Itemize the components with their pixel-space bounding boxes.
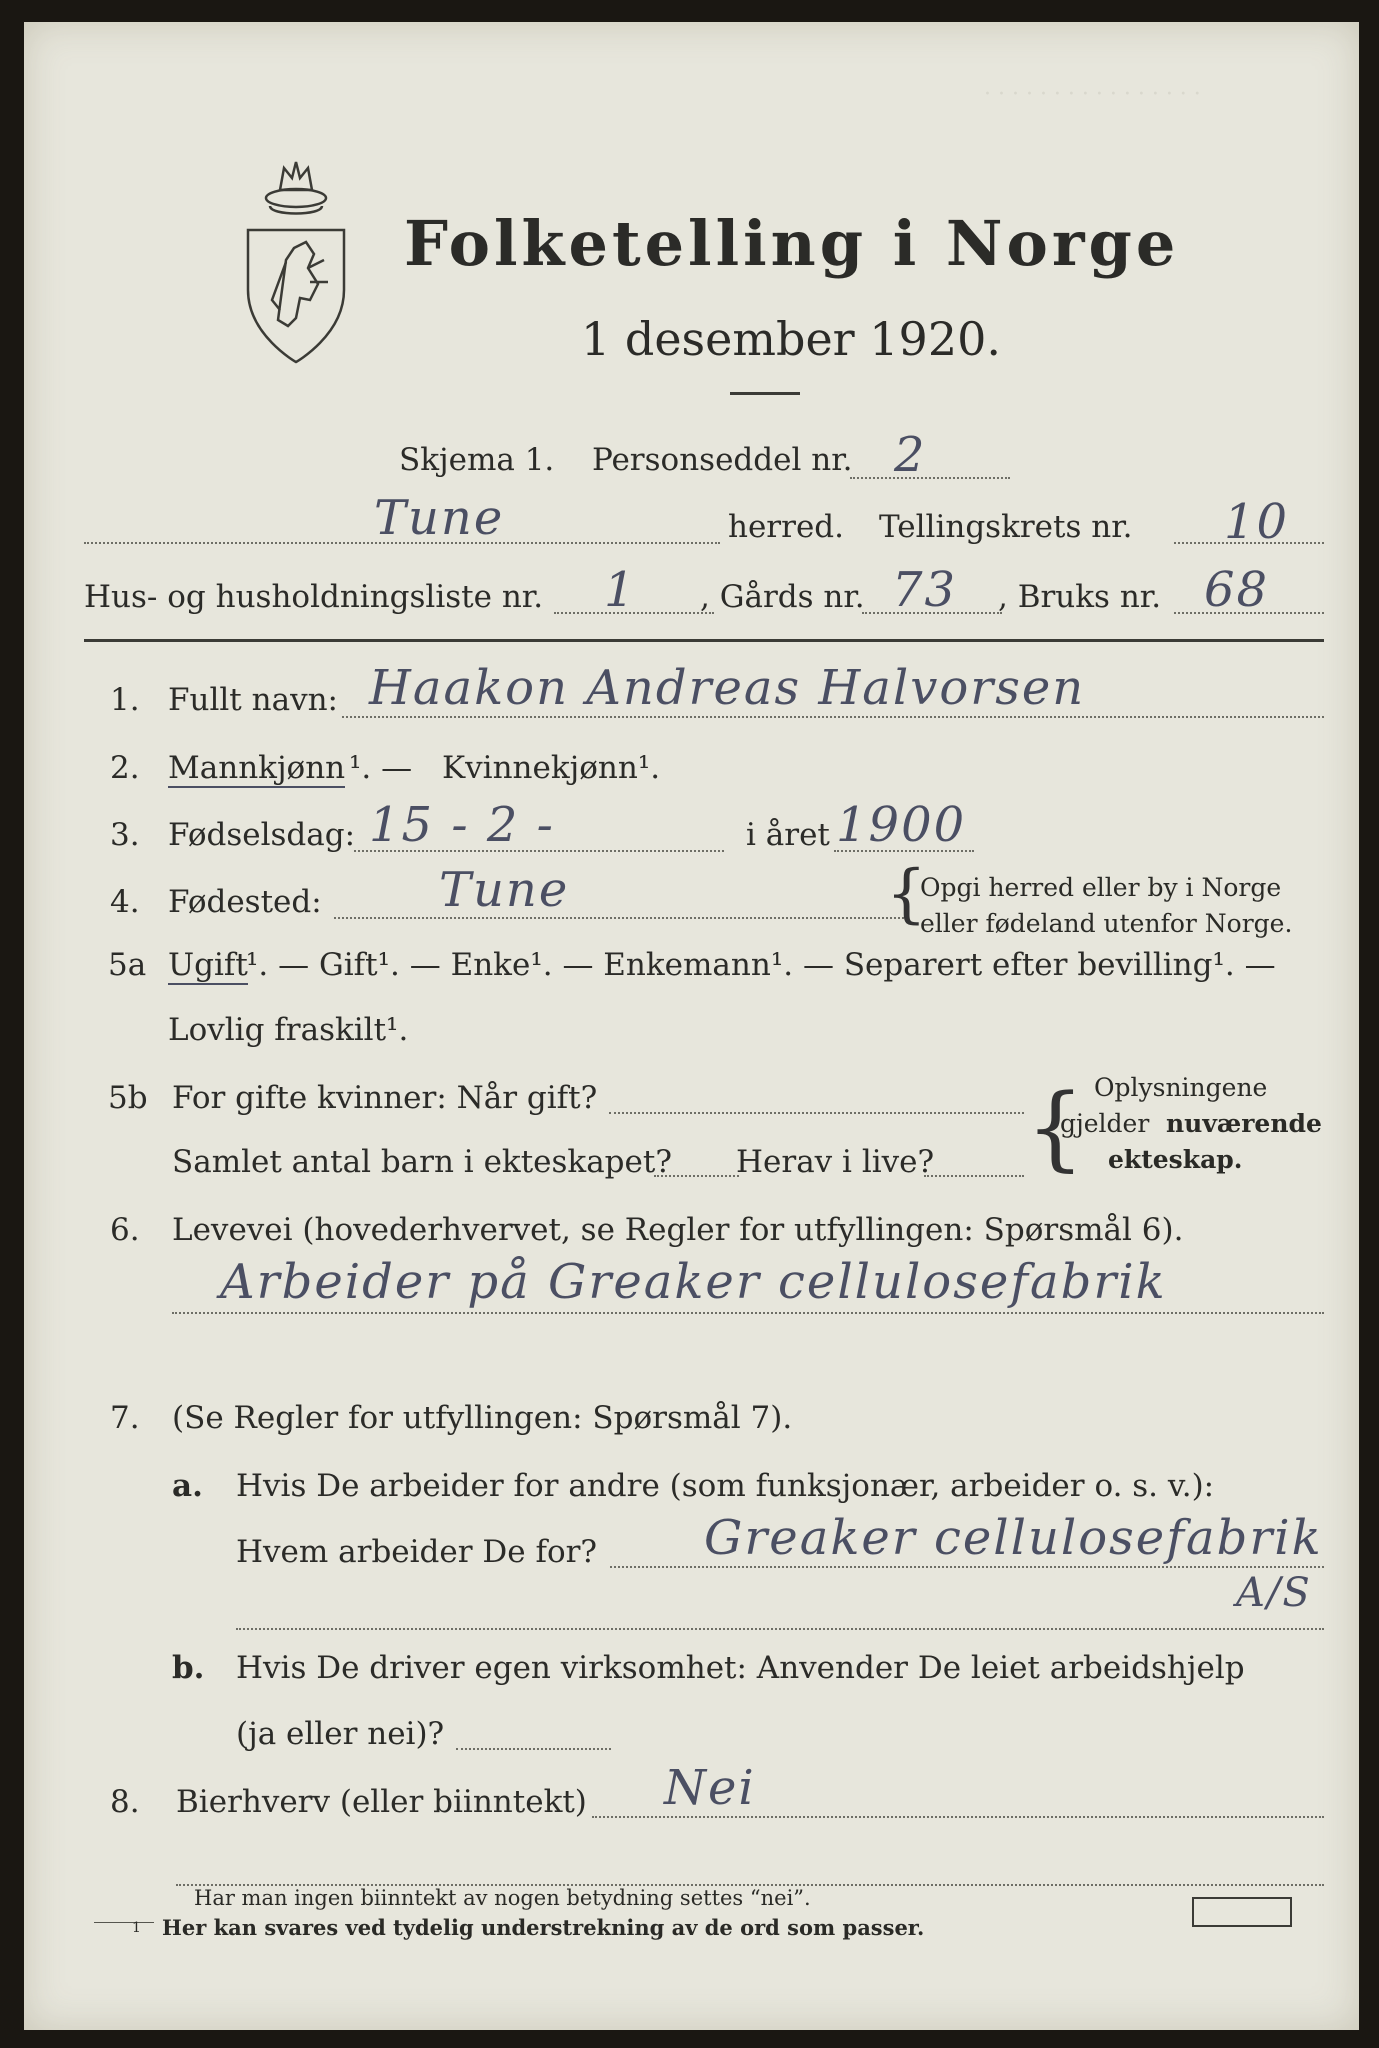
q1-number: 1. bbox=[110, 682, 140, 718]
q5b-children-label: Samlet antal barn i ekteskapet? bbox=[172, 1144, 672, 1180]
bruks-value: 68 bbox=[1204, 562, 1270, 618]
q7a-line1: Hvis De arbeider for andre (som funksjonær, arbeider o. s. v.): bbox=[236, 1468, 1215, 1504]
q6-line bbox=[172, 1312, 1324, 1314]
gards-value: 73 bbox=[892, 562, 958, 618]
q7-label: (Se Regler for utfyllingen: Spørsmål 7). bbox=[172, 1400, 793, 1436]
hus-label: Hus- og husholdningsliste nr. bbox=[84, 579, 544, 615]
herred-value: Tune bbox=[374, 490, 505, 546]
q7a-employer-line bbox=[610, 1566, 1324, 1568]
q7a-employer-value-suffix: A/S bbox=[1236, 1570, 1312, 1616]
personseddel-value: 2 bbox=[894, 427, 927, 483]
bruks-label: , Bruks nr. bbox=[998, 579, 1162, 615]
footnote-text: Her kan svares ved tydelig understrekning av de ord som passer. bbox=[162, 1915, 925, 1940]
q6-label: Levevei (hovederhvervet, se Regler for utfyllingen: Spørsmål 6). bbox=[172, 1212, 1184, 1248]
skjema-label: Skjema 1. bbox=[399, 442, 555, 478]
q8-line bbox=[592, 1816, 1324, 1818]
q4-line bbox=[334, 917, 904, 919]
q4-number: 4. bbox=[110, 884, 140, 920]
q7b-letter: b. bbox=[172, 1650, 205, 1686]
q6-number: 6. bbox=[110, 1212, 140, 1248]
q3-year-value: 1900 bbox=[836, 797, 967, 853]
q1-line bbox=[342, 716, 1324, 718]
q5b-note-line2a: gjelder bbox=[1060, 1109, 1150, 1138]
q5b-number: 5b bbox=[108, 1080, 148, 1116]
q8-label: Bierhverv (eller biinntekt) bbox=[176, 1784, 587, 1820]
q5b-alive-line bbox=[924, 1175, 1024, 1177]
q4-label: Fødested: bbox=[168, 884, 322, 920]
q5a-other-options: ¹. — Gift¹. — Enke¹. — Enkemann¹. — Separert efter bevilling¹. — bbox=[246, 947, 1276, 983]
q3-number: 3. bbox=[110, 817, 140, 853]
q2-number: 2. bbox=[110, 750, 140, 786]
q2-separator: ¹. — bbox=[349, 750, 413, 786]
q2-female-option: Kvinnekjønn¹. bbox=[442, 750, 661, 786]
q7a-employer-label: Hvem arbeider De for? bbox=[236, 1534, 598, 1570]
q5b-when-married: For gifte kvinner: Når gift? bbox=[172, 1080, 598, 1116]
bleed-through-text: · · · · · · · · · · · · · · · · bbox=[984, 82, 1201, 107]
q7b-line1: Hvis De driver egen virksomhet: Anvender De leiet arbeidshjelp bbox=[236, 1650, 1245, 1686]
q5b-brace: { bbox=[1026, 1074, 1085, 1181]
q5b-note-line2b: nuværende bbox=[1166, 1109, 1322, 1138]
q8-note: Har man ingen biinntekt av nogen betydning settes “nei”. bbox=[194, 1886, 811, 1910]
q4-brace: { bbox=[886, 857, 927, 931]
tellingskrets-value: 10 bbox=[1224, 494, 1290, 550]
personseddel-label: Personseddel nr. bbox=[592, 442, 853, 478]
herred-label: herred. bbox=[728, 509, 844, 545]
q5b-alive-label: Herav i live? bbox=[736, 1144, 935, 1180]
q4-note-line2: eller fødeland utenfor Norge. bbox=[920, 909, 1293, 938]
coat-of-arms-icon bbox=[236, 150, 356, 370]
personseddel-line bbox=[850, 477, 1010, 479]
q5a-unmarried-option: Ugift bbox=[168, 947, 248, 983]
header-divider bbox=[84, 639, 1324, 642]
hus-value: 1 bbox=[604, 562, 637, 618]
q3-label: Fødselsdag: bbox=[168, 817, 356, 853]
form-title: Folketelling i Norge bbox=[404, 207, 1180, 280]
q8-number: 8. bbox=[110, 1784, 140, 1820]
q8-side-income-value: Nei bbox=[664, 1760, 756, 1816]
q7-number: 7. bbox=[110, 1400, 140, 1436]
q6-occupation-value: Arbeider på Greaker cellulosefabrik bbox=[220, 1254, 1167, 1310]
q5b-note-line3: ekteskap. bbox=[1108, 1145, 1243, 1174]
q7b-line2: (ja eller nei)? bbox=[236, 1716, 445, 1752]
q7b-line bbox=[456, 1748, 611, 1750]
footnote-mark: 1 bbox=[132, 1920, 141, 1936]
form-date: 1 desember 1920. bbox=[581, 312, 1001, 366]
q7a-extra-line bbox=[236, 1628, 1324, 1630]
q4-note-line1: Opgi herred eller by i Norge bbox=[920, 873, 1282, 902]
q2-male-option: Mannkjønn bbox=[168, 750, 346, 786]
q1-label: Fullt navn: bbox=[168, 682, 338, 718]
tellingskrets-label: Tellingskrets nr. bbox=[879, 509, 1133, 545]
q5b-children-line bbox=[654, 1175, 739, 1177]
q7a-employer-value: Greaker cellulosefabrik bbox=[704, 1510, 1323, 1566]
printer-stamp bbox=[1192, 1897, 1292, 1927]
title-divider bbox=[730, 392, 800, 395]
census-form bbox=[24, 22, 1359, 2030]
q1-full-name-value: Haakon Andreas Halvorsen bbox=[369, 660, 1086, 716]
q3-year-label: i året bbox=[746, 817, 830, 853]
q3-birthdate-value: 15 - 2 - bbox=[369, 797, 555, 853]
footnote-rule bbox=[94, 1922, 154, 1923]
q5b-when-line bbox=[609, 1112, 1024, 1114]
gards-label: , Gårds nr. bbox=[700, 579, 865, 615]
q7a-letter: a. bbox=[172, 1468, 203, 1504]
q5a-divorced-option: Lovlig fraskilt¹. bbox=[168, 1012, 409, 1048]
q4-birthplace-value: Tune bbox=[439, 862, 570, 918]
q5a-number: 5a bbox=[108, 947, 147, 983]
q5b-note-line1: Oplysningene bbox=[1094, 1073, 1268, 1102]
